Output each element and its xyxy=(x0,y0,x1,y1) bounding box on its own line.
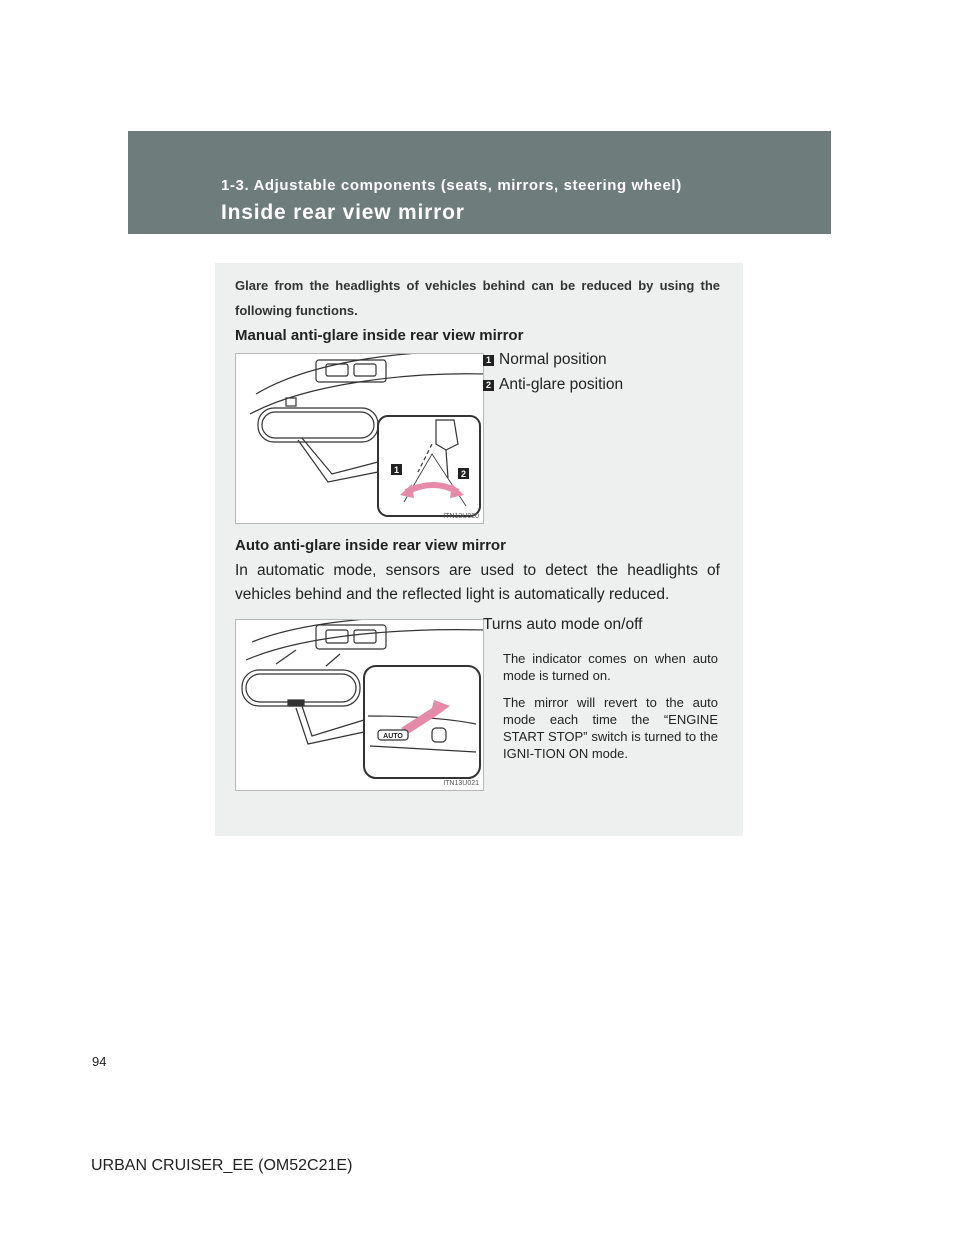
auto-heading: Auto anti-glare inside rear view mirror xyxy=(235,537,506,554)
intro-text: Glare from the headlights of vehicles behind can be reduced by using the following functions. xyxy=(235,278,720,318)
callout-auto-mode: Turns auto mode on/off xyxy=(483,616,643,633)
section-label: 1-3. Adjustable components (seats, mirrors, steering wheel) xyxy=(221,177,682,194)
figure-code: ITN13U021 xyxy=(443,780,479,787)
section-header xyxy=(128,131,831,234)
number-badge: 1 xyxy=(483,355,494,366)
callout-label: Anti-glare position xyxy=(499,376,624,393)
document-footer: URBAN CRUISER_EE (OM52C21E) xyxy=(91,1157,353,1174)
manual-mirror-figure xyxy=(235,353,484,524)
callout-normal-position xyxy=(483,351,607,369)
page-title: Inside rear view mirror xyxy=(221,201,465,224)
manual-heading: Manual anti-glare inside rear view mirror xyxy=(235,327,524,344)
svg-text:1: 1 xyxy=(393,465,400,475)
note-indicator: The indicator comes on when auto mode is turned on. xyxy=(503,651,718,683)
auto-mirror-figure xyxy=(235,619,484,791)
number-badge: 2 xyxy=(483,380,494,391)
page-number: 94 xyxy=(92,1054,107,1069)
figure-code: ITN13U020 xyxy=(443,513,479,520)
content-panel xyxy=(215,263,743,836)
manual-mirror-illustration xyxy=(236,354,484,524)
svg-text:2: 2 xyxy=(460,469,467,479)
auto-mirror-illustration xyxy=(236,620,484,791)
auto-description: In automatic mode, sensors are used to detect the headlights of vehicles behind and the reflected light is automatically reduced. xyxy=(235,562,720,603)
callout-anti-glare-position xyxy=(483,376,623,394)
note-revert: The mirror will revert to the auto mode each time the “ENGINE START STOP” switch is turned to the IGNI-TION ON mode. xyxy=(503,695,718,761)
callout-label: Normal position xyxy=(499,351,607,368)
auto-switch-label: AUTO xyxy=(383,733,403,740)
